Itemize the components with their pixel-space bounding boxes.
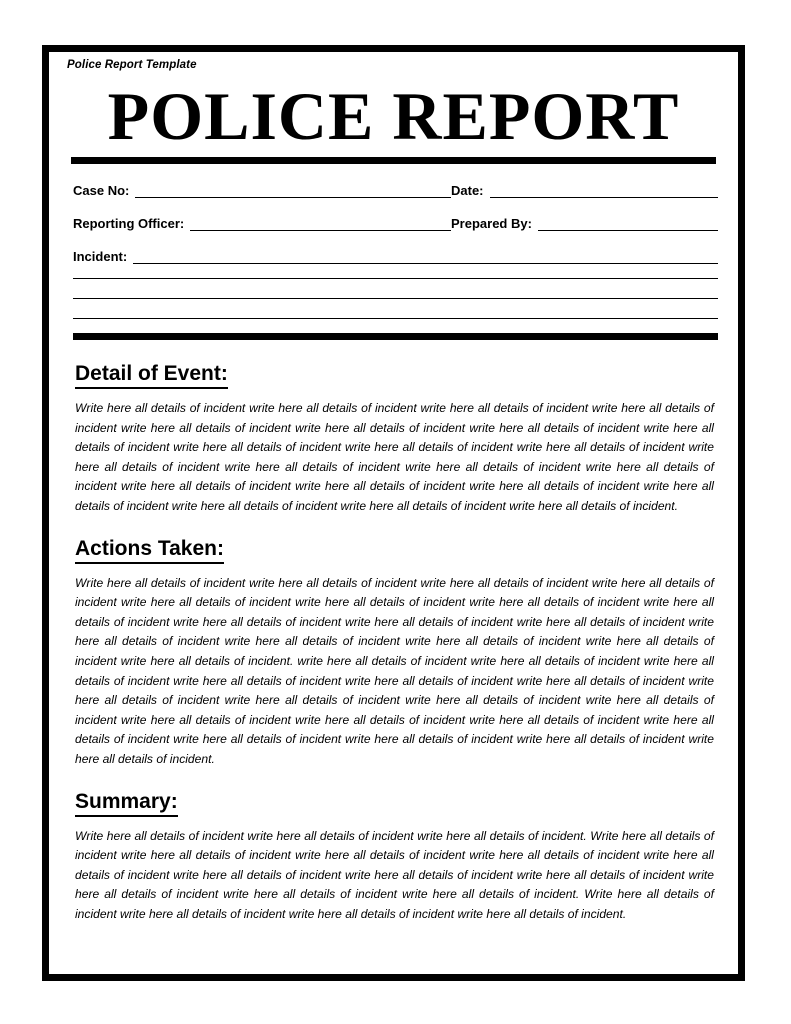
field-label-prepared-by: Prepared By:	[451, 216, 532, 231]
section-actions-taken	[75, 536, 716, 770]
section-body-summary[interactable]: Write here all details of incident write here all details of incident write here all details of incident. Write here all details of incident write here all details of incident write here all details of incident write here all details of incident write here all details of incident write here all details of incident write here all details of incident write here all details of incident write here all details of incident write here all details of incident write here all details of incident. Write here all details of incident write here all details of incident write here all details of incident write here all details of incident.	[75, 828, 714, 921]
form-row-officer-prepared	[73, 216, 718, 231]
form-row-incident	[73, 249, 718, 264]
field-label-date: Date:	[451, 183, 484, 198]
section-heading-actions-taken: Actions Taken:	[75, 536, 224, 564]
field-input-reporting-officer[interactable]	[190, 219, 451, 231]
report-sections	[63, 361, 724, 924]
field-input-date[interactable]	[490, 186, 718, 198]
incident-blank-line-1[interactable]	[73, 278, 718, 279]
form-fields	[63, 183, 724, 264]
section-heading-detail-of-event: Detail of Event:	[75, 361, 228, 389]
header-divider-bar	[73, 333, 718, 340]
incident-blank-line-3[interactable]	[73, 318, 718, 319]
section-heading-summary: Summary:	[75, 789, 178, 817]
field-date	[451, 183, 718, 198]
field-label-reporting-officer: Reporting Officer:	[73, 216, 185, 231]
title-underline-bar	[71, 157, 716, 164]
incident-blank-line-2[interactable]	[73, 298, 718, 299]
section-summary	[75, 789, 716, 925]
field-case-no	[73, 183, 451, 198]
field-input-prepared-by[interactable]	[538, 219, 718, 231]
section-detail-of-event	[75, 361, 716, 517]
template-caption: Police Report Template	[67, 59, 197, 71]
section-body-actions-taken[interactable]: Write here all details of incident write here all details of incident write here all details of incident write here all details of incident write here all details of incident write here all details of incident write here all details of incident write here all details of incident write here all details of incident write here all details of incident write here all details of incident write here all details of incident write here all details of incident write here all details of incident write here all details of incident write here all details of incident. write here all details of incident write here all details of incident write here all details of incident write here all details of incident write here all details of incident write here all details of incident write here all details of incident write here all details of incident write here all details of incident write here all details of incident write here all details of incident write here all details of incident write here all details of incident write here all details of incident write here all details of incident write here all details of incident write here all details of incident write here all details of incident.	[75, 575, 714, 766]
form-row-case-date	[73, 183, 718, 198]
field-input-incident[interactable]	[133, 252, 718, 264]
page-title: POLICE REPORT	[107, 78, 680, 154]
field-incident	[73, 249, 718, 264]
field-label-case-no: Case No:	[73, 183, 130, 198]
field-prepared-by	[451, 216, 718, 231]
field-reporting-officer	[73, 216, 451, 231]
field-input-case-no[interactable]	[135, 186, 451, 198]
page-content	[49, 52, 738, 974]
section-body-detail-of-event[interactable]: Write here all details of incident write here all details of incident write here all details of incident write here all details of incident write here all details of incident write here all details of incident write here all details of incident write here all details of incident write here all details of incident write here all details of incident write here all details of incident write here all details of incident write here all details of incident write here all details of incident write here all details of incident write here all details of incident write here all details of incident write here all details of incident write here all details of incident write here all details of incident write here all details of incident write here all details of incident.	[75, 401, 714, 513]
page-border-frame	[42, 45, 745, 981]
field-label-incident: Incident:	[73, 249, 128, 264]
